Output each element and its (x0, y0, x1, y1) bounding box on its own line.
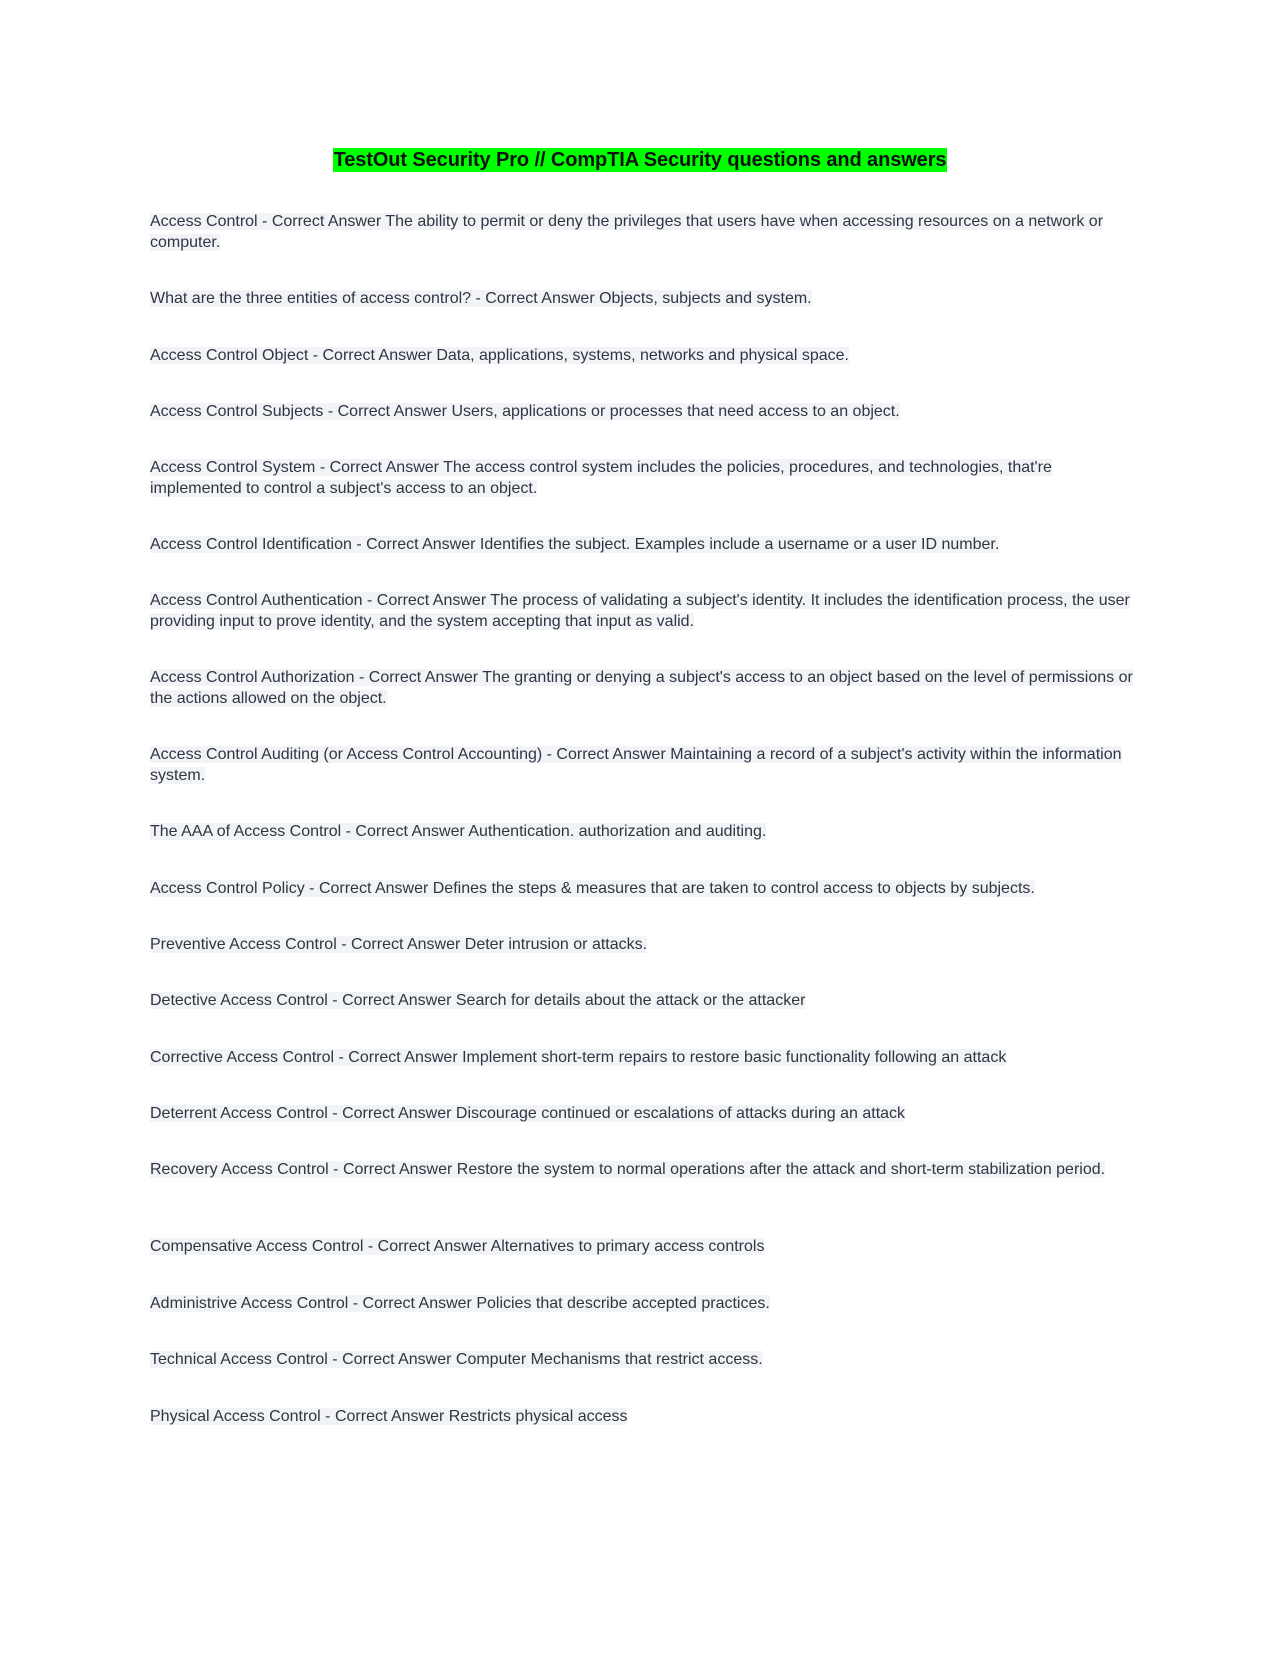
qa-item-text: Compensative Access Control - Correct Answer Alternatives to primary access controls (150, 1238, 765, 1255)
qa-item (150, 457, 1135, 499)
qa-item-text: Corrective Access Control - Correct Answer Implement short-term repairs to restore basic functionality following an attack (150, 1049, 1007, 1066)
qa-item-text: Recovery Access Control - Correct Answer Restore the system to normal operations after the attack and short-term stabilization period. (150, 1161, 1106, 1178)
qa-item (150, 1293, 1135, 1314)
qa-item-text: Preventive Access Control - Correct Answer Deter intrusion or attacks. (150, 936, 648, 953)
qa-item (150, 534, 1135, 555)
qa-item (150, 590, 1135, 632)
qa-item (150, 1236, 1135, 1257)
qa-item (150, 667, 1135, 709)
qa-item (150, 878, 1135, 899)
qa-item-text: Access Control Identification - Correct Answer Identifies the subject. Examples include a username or a user ID number. (150, 536, 1000, 553)
qa-item-text: Access Control Policy - Correct Answer Defines the steps & measures that are taken to control access to objects by subjects. (150, 880, 1035, 897)
qa-item (150, 934, 1135, 955)
qa-item-text: Physical Access Control - Correct Answer Restricts physical access (150, 1408, 628, 1425)
qa-item (150, 345, 1135, 366)
qa-item (150, 744, 1135, 786)
qa-item (150, 1047, 1135, 1068)
qa-item-text: Access Control Object - Correct Answer Data, applications, systems, networks and physical space. (150, 347, 849, 364)
qa-item-text: What are the three entities of access control? - Correct Answer Objects, subjects and system. (150, 290, 812, 307)
qa-item (150, 401, 1135, 422)
qa-item-text: Access Control System - Correct Answer The access control system includes the policies, procedures, and technologies, that're implemented to control a subject's access to an object. (150, 459, 1052, 497)
qa-item (150, 990, 1135, 1011)
qa-item (150, 1159, 1135, 1180)
qa-item (150, 288, 1135, 309)
qa-item-text: The AAA of Access Control - Correct Answer Authentication. authorization and auditing. (150, 823, 767, 840)
qa-item-text: Detective Access Control - Correct Answer Search for details about the attack or the attacker (150, 992, 806, 1009)
qa-item-text: Technical Access Control - Correct Answer Computer Mechanisms that restrict access. (150, 1351, 763, 1368)
document-title: TestOut Security Pro // CompTIA Security questions and answers (333, 149, 947, 171)
qa-item-text: Access Control Subjects - Correct Answer Users, applications or processes that need access to an object. (150, 403, 900, 420)
qa-item (150, 211, 1135, 253)
qa-item-text: Deterrent Access Control - Correct Answer Discourage continued or escalations of attacks during an attack (150, 1105, 906, 1122)
qa-item-text: Access Control Authentication - Correct Answer The process of validating a subject's identity. It includes the identification process, the user providing input to prove identity, and the system accepting that input as valid. (150, 592, 1130, 630)
qa-item (150, 1103, 1135, 1124)
qa-item-text: Access Control Auditing (or Access Control Accounting) - Correct Answer Maintaining a record of a subject's activity within the information system. (150, 746, 1122, 784)
qa-item (150, 821, 1135, 842)
qa-item (150, 1406, 1135, 1427)
qa-item-text: Access Control Authorization - Correct Answer The granting or denying a subject's access to an object based on the level of permissions or the actions allowed on the object. (150, 669, 1133, 707)
qa-item (150, 1349, 1135, 1370)
title-container (0, 148, 1280, 172)
qa-item-text: Access Control - Correct Answer The ability to permit or deny the privileges that users have when accessing resources on a network or computer. (150, 213, 1104, 251)
qa-item-text: Administrive Access Control - Correct Answer Policies that describe accepted practices. (150, 1295, 770, 1312)
